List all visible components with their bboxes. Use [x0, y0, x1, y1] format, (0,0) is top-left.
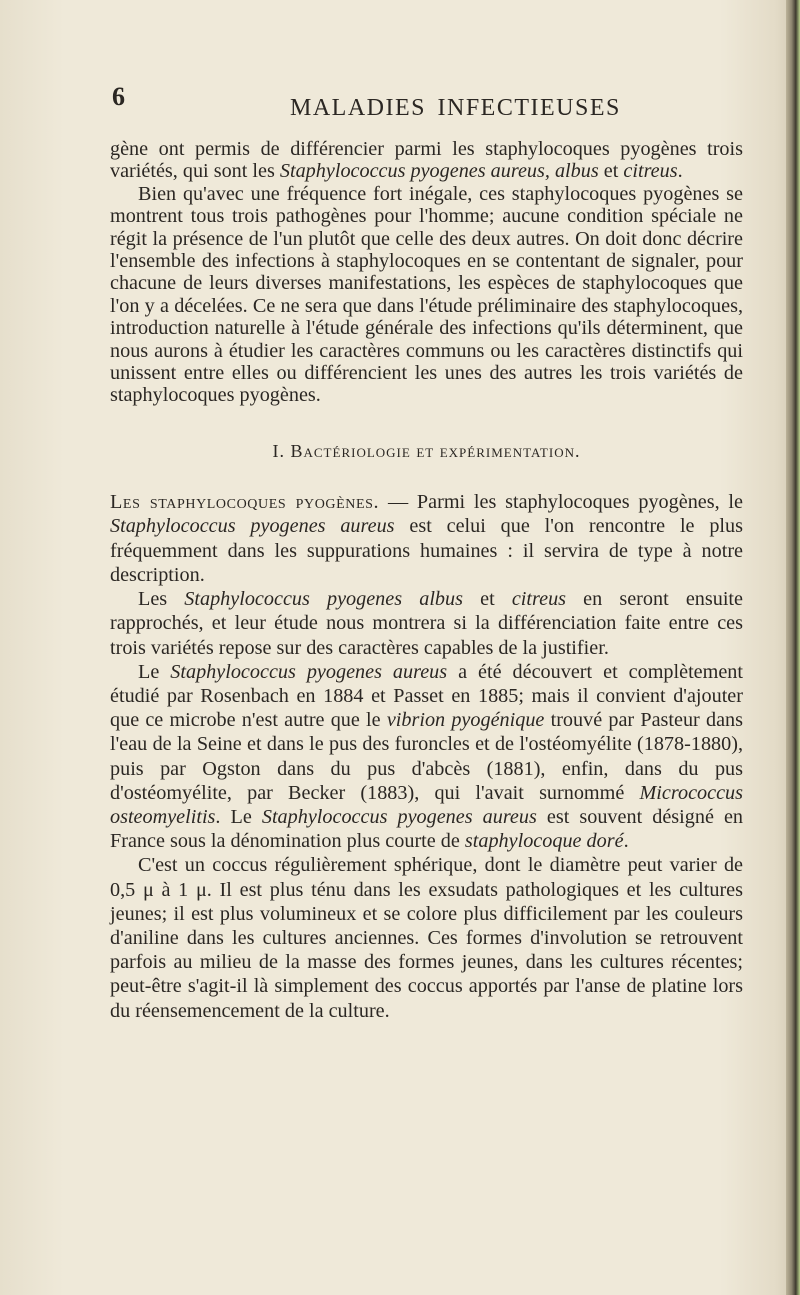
italic-run: Staphylococcus pyogenes albus: [184, 588, 463, 611]
italic-run: citreus: [623, 160, 678, 183]
italic-run: staphylocoque doré: [464, 830, 624, 853]
text-run: Bien qu'avec une fréquence fort inégale, ces staphylocoques pyogènes se montrent tous trois pathogènes pour l'homme; aucune condition spéciale ne régit la présence de l'un plutôt que celle des deux autres. On doit donc décrire l'ensemble des infections à staphylocoques en se contentant de signaler, pour chacune de leurs diverses manifestations, les espèces de staphylocoques que l'on y a décelées. Ce ne sera que dans l'étude préliminaire des staphylocoques, introduction naturelle à l'étude générale des infections qu'ils déterminent, que nous aurons à étudier les caractères communs ou les caractères distinctifs qui unissent entre elles ou différencient les unes des autres les trois variétés de staphylocoques pyogènes.: [110, 182, 743, 407]
text-run: et: [598, 160, 624, 183]
paragraph-continued: [110, 138, 743, 183]
book-spine-edge: [786, 0, 800, 1295]
paragraph-morphology: [110, 853, 743, 1022]
italic-run: Staphylococcus pyogenes aureus, albus: [279, 160, 599, 183]
small-caps-run: Les staphylocoques pyogènes.: [110, 491, 380, 514]
section-heading: I. Bactériologie et expérimentation.: [272, 440, 581, 461]
section-body: [110, 490, 743, 1022]
text-run: est souvent désigné en France sous la dénomination plus courte de: [110, 805, 744, 853]
text-run: et: [462, 588, 512, 611]
paragraph-staphylocoques-pyogenes: [110, 490, 743, 587]
text-run: Le: [138, 660, 171, 683]
text-run: est celui que l'on rencontre le plus fréquemment dans les suppurations humaines : il servira de type à notre description.: [110, 515, 743, 586]
text-run: trouvé par Pasteur dans l'eau de la Seine et dans le pus des furoncles et de l'ostéomyélite (1878-1880), puis par Ogston dans du pus d'abcès (1881), enfin, dans du pus d'ostéomyélite, par Becker (1883), qui l'avait surnommé: [110, 709, 743, 804]
italic-run: Staphylococcus pyogenes aureus: [170, 660, 448, 683]
paragraph-pathogenic: [110, 183, 743, 407]
italic-run: vibrion pyogénique: [386, 709, 545, 732]
italic-run: Micrococcus osteomyelitis: [110, 781, 743, 828]
italic-run: citreus: [511, 588, 567, 611]
italic-run: Staphylococcus pyogenes aureus: [261, 805, 537, 828]
paragraph-albus-citreus: [110, 587, 743, 660]
text-run: .: [677, 160, 683, 183]
text-run: a été découvert et complètement étudié par Rosenbach en 1884 et Passet en 1885; mais il convient d'ajouter que ce microbe n'est autre que le: [110, 660, 744, 732]
text-run: . Le: [215, 805, 262, 828]
page-number: 6: [112, 82, 126, 111]
running-title: MALADIES INFECTIEUSES: [290, 95, 621, 121]
text-run: .: [623, 830, 629, 853]
text-run: C'est un coccus régulièrement sphérique, dont le diamètre peut varier de 0,5 μ à 1 μ. Il est plus ténu dans les exsudats pathologiques et les cultures jeunes; il est plus volumineux et se colore plus difficilement par les couleurs d'aniline dans les cultures anciennes. Ces formes d'involution se retrouvent parfois au milieu de la masse des formes jeunes, dans les cultures récentes; peut-être s'agit-il là simplement des coccus apportés par l'anse de platine lors du réensemencement de la culture.: [110, 854, 743, 1022]
body-text: [110, 138, 743, 1023]
italic-run: Staphylococcus pyogenes aureus: [110, 515, 395, 538]
paragraph-history: [110, 660, 743, 854]
text-run: en seront ensuite rapprochés, et leur étude nous montrera si la différenciation faite entre ces trois variétés repose sur des caractères capables de la justifier.: [110, 588, 743, 659]
text-run: — Parmi les staphylocoques pyogènes, le: [379, 491, 743, 514]
text-run: Les: [138, 588, 185, 611]
text-run: gène ont permis de différencier parmi les staphylocoques pyogènes trois variétés, qui sont les: [110, 138, 743, 183]
